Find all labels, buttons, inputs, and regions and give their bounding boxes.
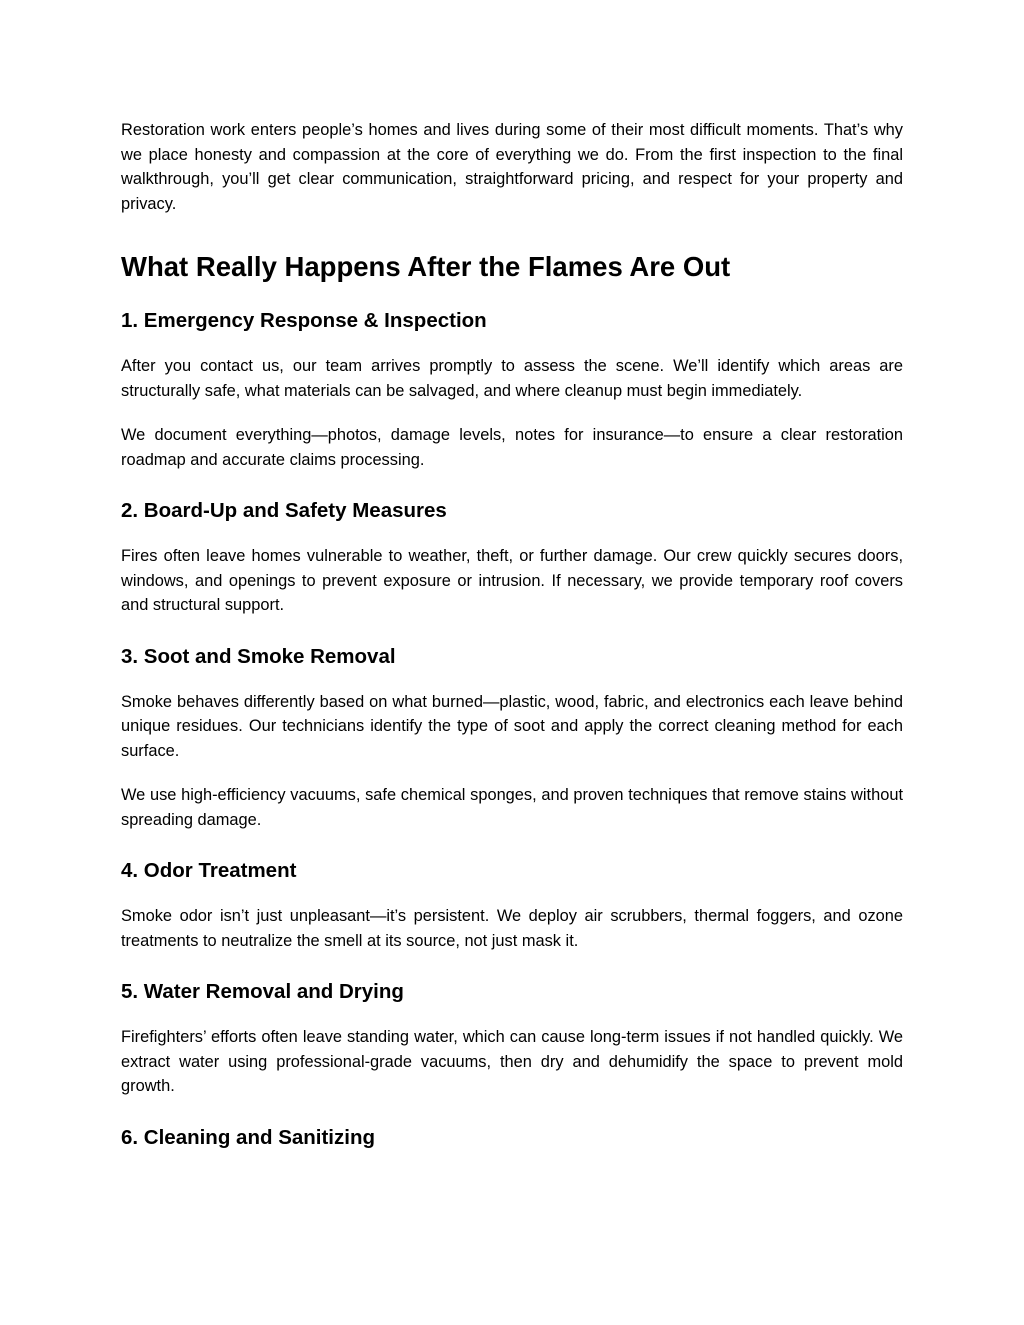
section-heading-odor-treatment: 4. Odor Treatment [121, 859, 297, 882]
section-paragraph: We use high-efficiency vacuums, safe chemical sponges, and proven techniques that remove stains without spreading damage. [121, 786, 903, 829]
section-paragraph: Smoke odor isn’t just unpleasant—it’s persistent. We deploy air scrubbers, thermal foggers, and ozone treatments to neutralize the smell at its source, not just mask it. [121, 907, 903, 950]
document-page [121, 118, 903, 1151]
section-paragraph: Fires often leave homes vulnerable to weather, theft, or further damage. Our crew quickly secures doors, windows, and openings to prevent exposure or intrusion. If necessary, we provide temporary roof covers and structural support. [121, 547, 903, 614]
section-heading-water-removal: 5. Water Removal and Drying [121, 980, 404, 1003]
section-paragraph: Firefighters’ efforts often leave standing water, which can cause long-term issues if not handled quickly. We extract water using professional-grade vacuums, then dry and dehumidify the space to prevent mold growth. [121, 1028, 903, 1095]
intro-paragraph: Restoration work enters people’s homes and lives during some of their most difficult moments. That’s why we place honesty and compassion at the core of everything we do. From the first inspection to the final walkthrough, you’ll get clear communication, straightforward pricing, and respect for your property and privacy. [121, 121, 903, 213]
section-paragraph: We document everything—photos, damage levels, notes for insurance—to ensure a clear restoration roadmap and accurate claims processing. [121, 426, 903, 469]
section-heading-soot-smoke: 3. Soot and Smoke Removal [121, 644, 396, 668]
section-heading-emergency-response: 1. Emergency Response & Inspection [121, 309, 487, 332]
section-paragraph: Smoke behaves differently based on what burned—plastic, wood, fabric, and electronics each leave behind unique residues. Our technicians identify the type of soot and apply the correct cleaning method for each surface. [121, 692, 903, 760]
section-heading-cleaning-sanitizing: 6. Cleaning and Sanitizing [121, 1125, 375, 1149]
section-paragraph: After you contact us, our team arrives promptly to assess the scene. We’ll identify which areas are structurally safe, what materials can be salvaged, and where cleanup must begin immediately. [121, 357, 903, 400]
main-heading: What Really Happens After the Flames Are Out [121, 251, 731, 282]
section-heading-board-up: 2. Board-Up and Safety Measures [121, 499, 447, 522]
